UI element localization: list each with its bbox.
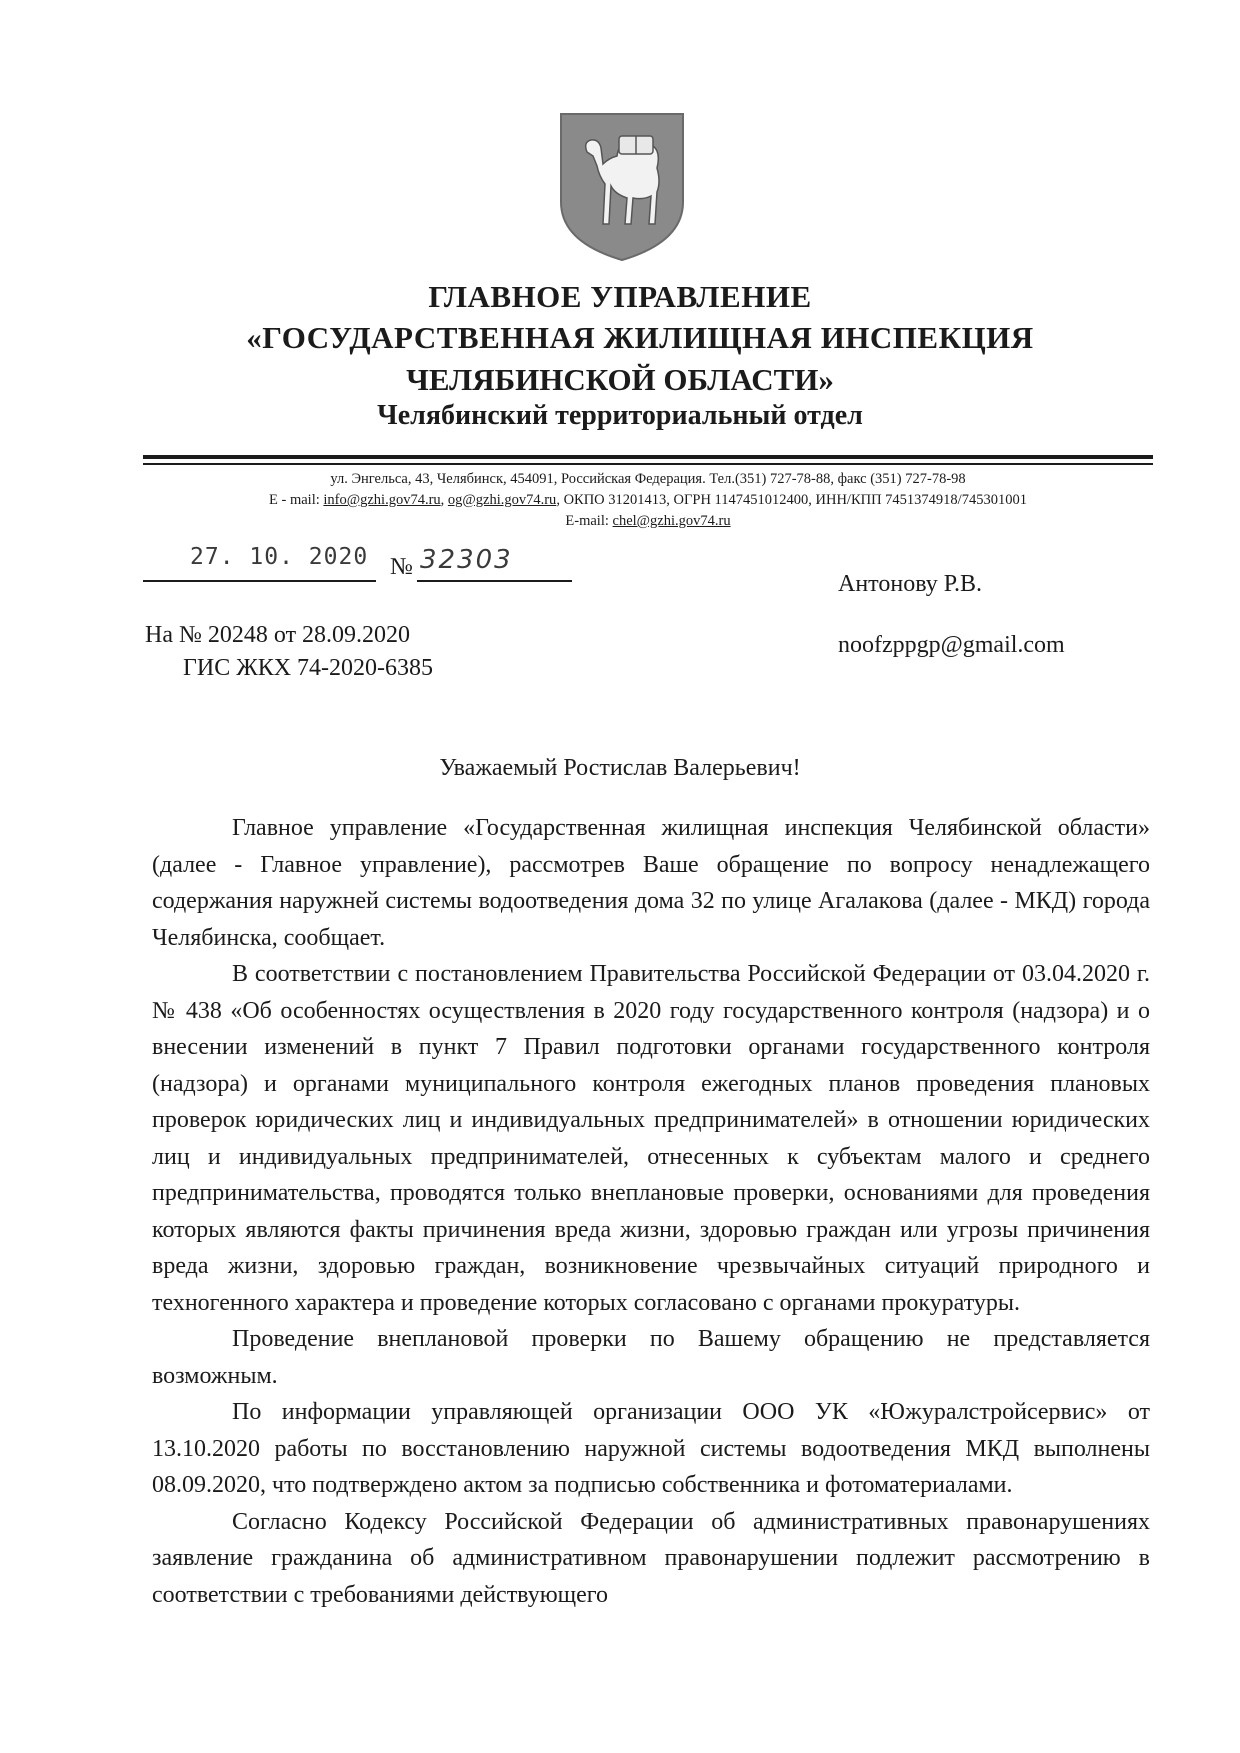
number-underline [417, 580, 572, 582]
email-link-info[interactable]: info@gzhi.gov74.ru [323, 492, 441, 508]
recipient-name: Антонову Р.В. [838, 571, 983, 597]
paragraph: Проведение внеплановой проверки по Вашему обращению не представляется возможным. [152, 1326, 1150, 1389]
reference-number: На № 20248 от 28.09.2020 [145, 622, 411, 648]
email-chel-prefix: E-mail: [565, 513, 609, 529]
header-divider-thin [143, 463, 1153, 465]
org-title-line3: ЧЕЛЯБИНСКОЙ ОБЛАСТИ» [406, 362, 834, 397]
email-prefix: E - mail: [269, 492, 320, 508]
org-title-line1: ГЛАВНОЕ УПРАВЛЕНИЕ [428, 279, 812, 314]
coat-of-arms-icon [557, 112, 687, 262]
paragraph: Главное управление «Государственная жилищная инспекция Челябинской области» (далее - Главное управление), рассмотрев Ваше обращение по вопросу ненадлежащего содержания наружней системы водоотведения дома 32 по улице Агалакова (далее - МКД) города Челябинска, сообщает. [152, 815, 1150, 951]
email-link-og[interactable]: og@gzhi.gov74.ru [447, 492, 557, 508]
letter-body [152, 810, 1150, 1613]
contact-address: ул. Энгельса, 43, Челябинск, 454091, Российская Федерация. Тел.(351) 727-78-88, факс (351) 727-78-98 [330, 471, 966, 487]
salutation: Уважаемый Ростислав Валерьевич! [439, 755, 801, 781]
recipient-email: noofzppgp@gmail.com [838, 632, 1065, 658]
org-codes: , ОКПО 31201413, ОГРН 1147451012400, ИНН/КПП 7451374918/745301001 [556, 492, 1027, 508]
registration-number: 32303 [420, 545, 513, 575]
contact-chel-email [143, 513, 1153, 530]
registration-date: 27. 10. 2020 [190, 544, 369, 570]
department-subtitle: Челябинский территориальный отдел [377, 400, 863, 431]
org-title-line2: «ГОСУДАРСТВЕННАЯ ЖИЛИЩНАЯ ИНСПЕКЦИЯ [246, 320, 1034, 355]
date-underline [143, 580, 376, 582]
contact-emails-codes: E - mail: info@gzhi.gov74.ru, og@gzhi.gov74.ru, ОКПО 31201413, ОГРН 1147451012400, ИНН/КПП 7451374918/745301001 [269, 492, 1027, 508]
paragraph: По информации управляющей организации ООО УК «Южуралстройсервис» от 13.10.2020 работы по восстановлению наружной системы водоотведения МКД выполнены 08.09.2020, что подтверждено актом за подписью собственника и фотоматериалами. [152, 1399, 1150, 1498]
paragraph: Согласно Кодексу Российской Федерации об административных правонарушениях заявление гражданина об административном правонарушении подлежит рассмотрению в соответствии с требованиями действующего [152, 1508, 1150, 1608]
paragraph: В соответствии с постановлением Правительства Российской Федерации от 03.04.2020 г. № 438 «Об особенностях осуществления в 2020 году государственного контроля (надзора) и о внесении изменений в пункт 7 Правил подготовки органами государственного контроля (надзора) и органами муниципального контроля ежегодных планов проведения плановых проверок юридических лиц и индивидуальных предпринимателей» в отношении юридических лиц и индивидуальных предпринимателей, отнесенных к субъектам малого и среднего предпринимательства, проводятся только внеплановые проверки, основаниями для проведения которых являются факты причинения вреда жизни, здоровью граждан или угрозы причинения вреда жизни, здоровью граждан, возникновение чрезвычайных ситуаций природного и техногенного характера и проведение которых согласовано с органами прокуратуры. [152, 961, 1150, 1316]
number-sign: № [390, 554, 413, 580]
header-divider-thick [143, 455, 1153, 459]
reference-gis: ГИС ЖКХ 74-2020-6385 [183, 655, 434, 681]
email-link-chel[interactable]: chel@gzhi.gov74.ru [612, 513, 731, 529]
